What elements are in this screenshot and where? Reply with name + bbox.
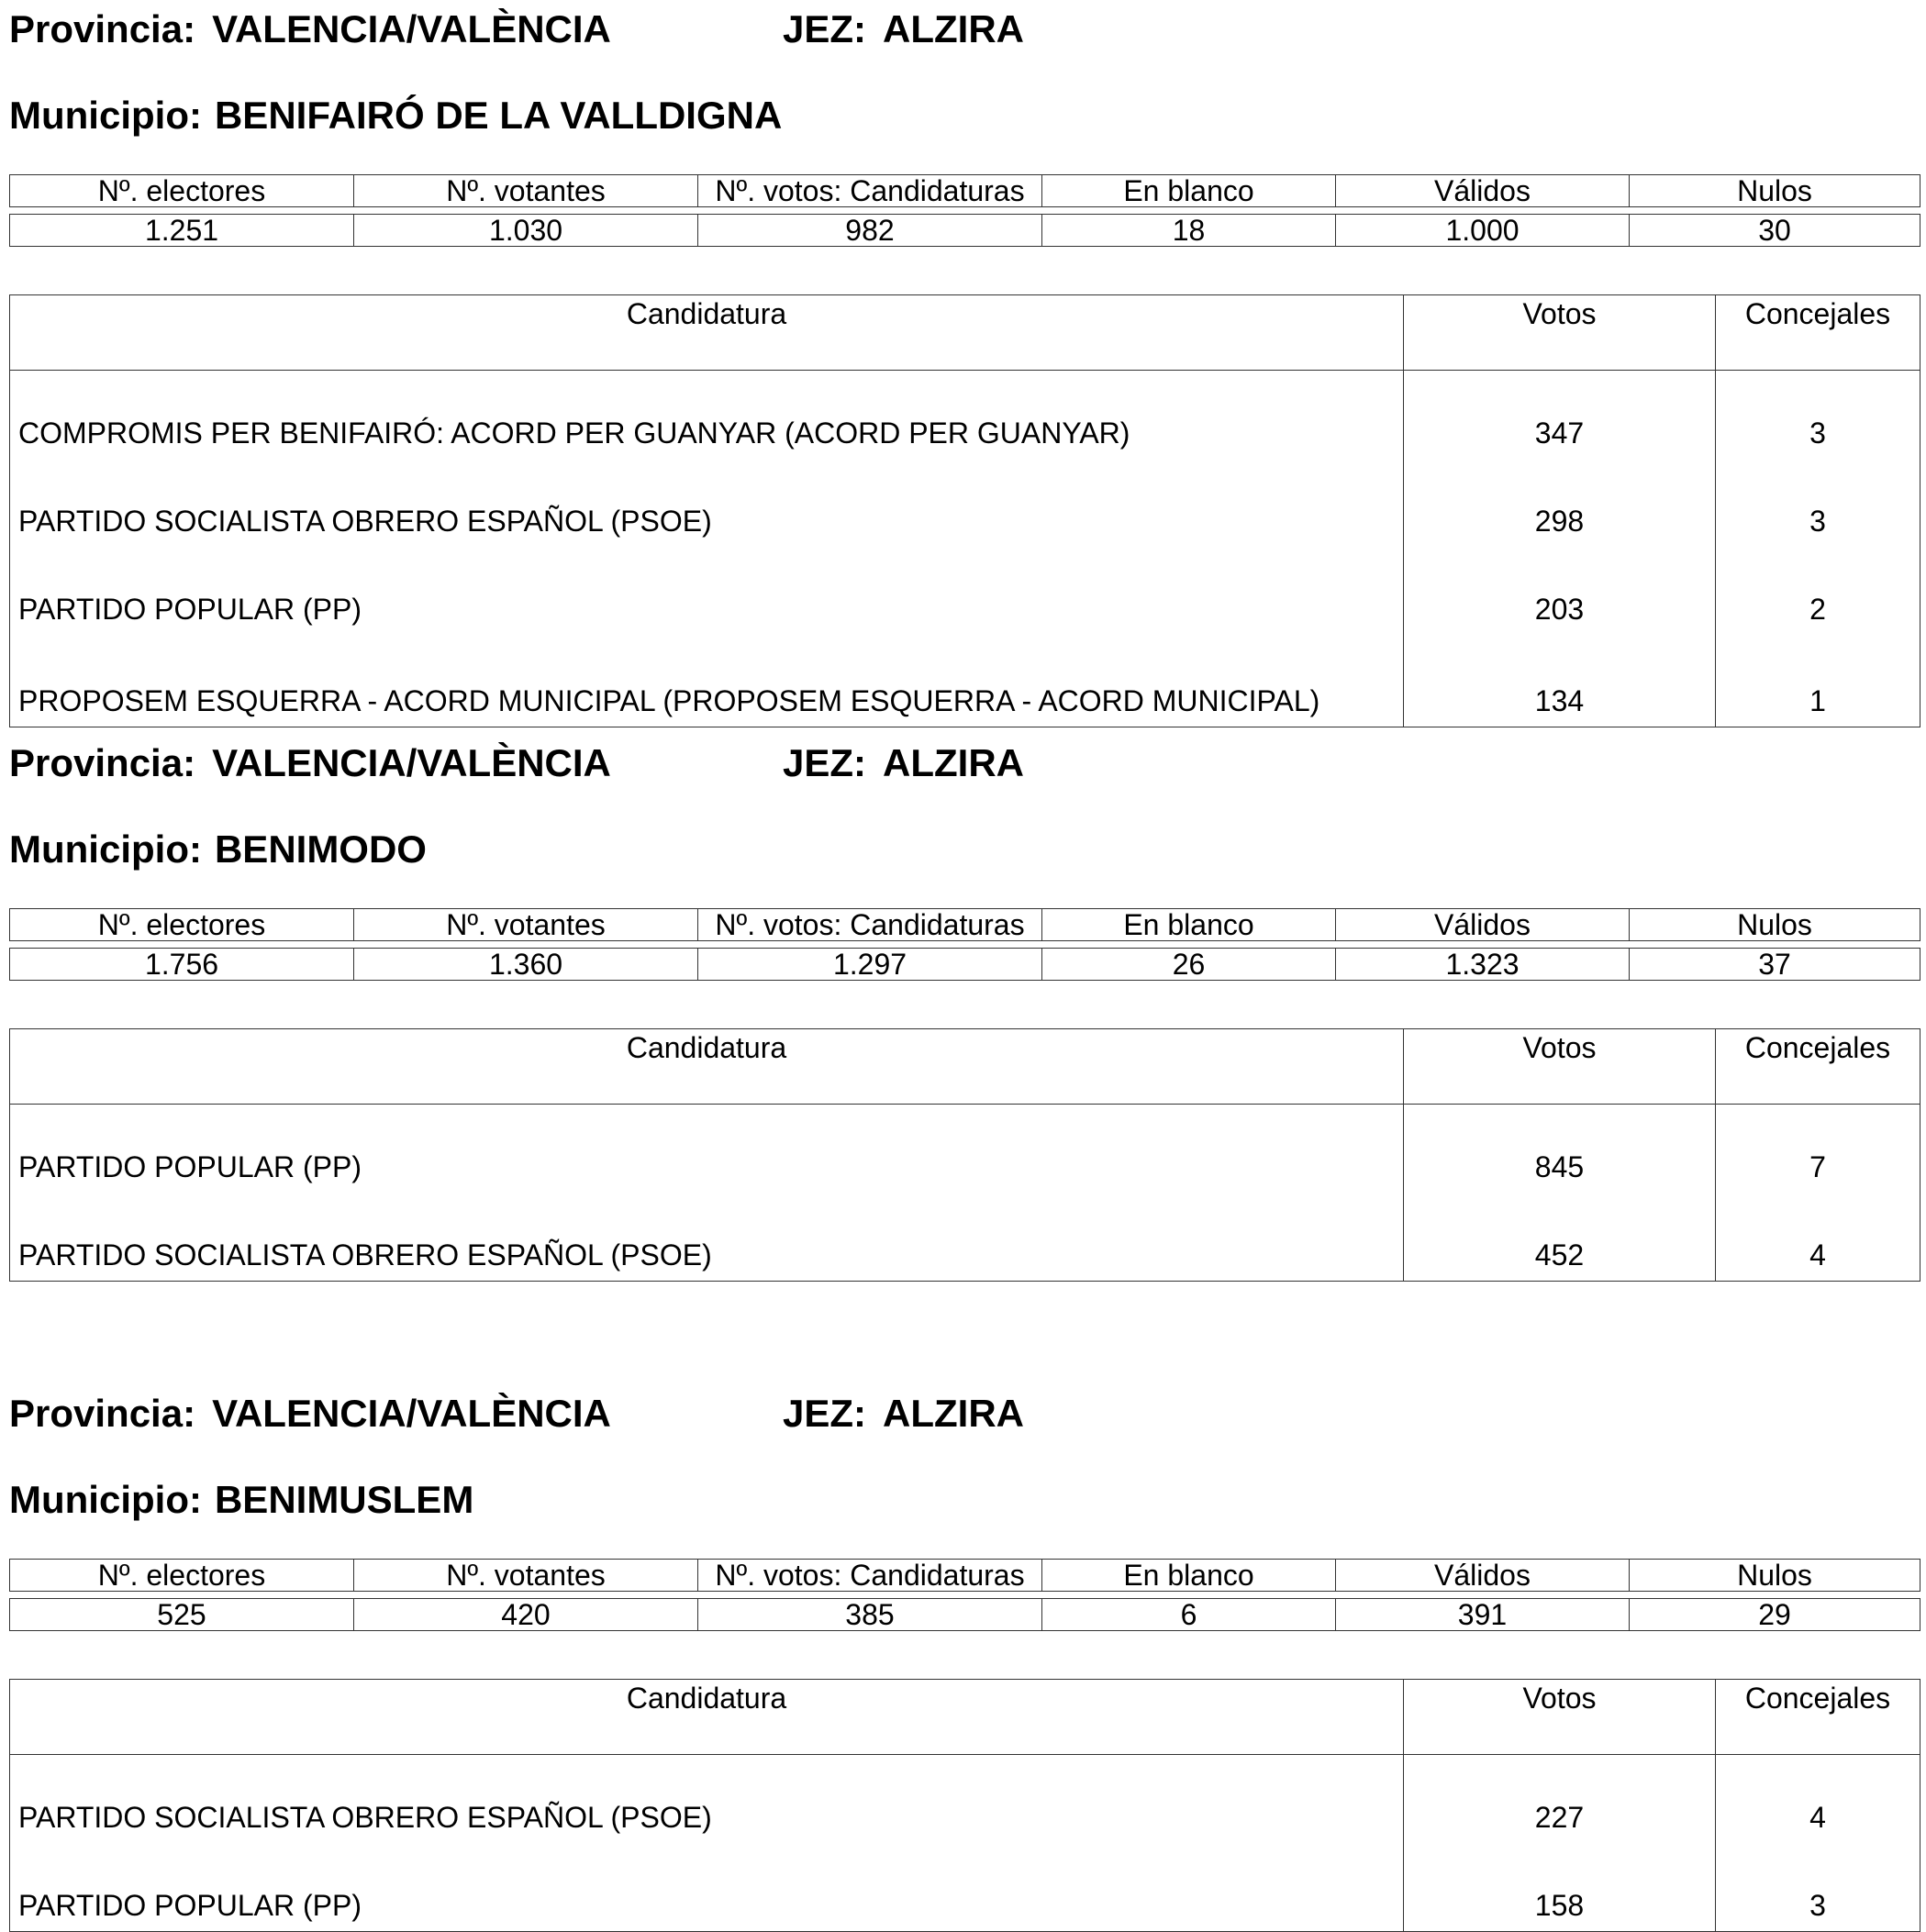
en-blanco-header: En blanco — [1042, 909, 1336, 941]
municipio-value: BENIFAIRÓ DE LA VALLDIGNA — [214, 94, 783, 137]
electores-value: 525 — [10, 1599, 354, 1631]
municipio-header — [9, 827, 427, 872]
candidatura-concejales: 7 — [1716, 1105, 1920, 1194]
table-row — [10, 371, 1920, 460]
provincia-header — [9, 741, 1024, 785]
votos-candidaturas-value: 385 — [698, 1599, 1042, 1631]
candidatura-header: Candidatura — [10, 1029, 1404, 1105]
summary-table — [9, 908, 1920, 981]
candidatura-concejales: 3 — [1716, 1843, 1920, 1932]
validos-header: Válidos — [1336, 175, 1630, 207]
candidatura-name: PARTIDO SOCIALISTA OBRERO ESPAÑOL (PSOE) — [18, 505, 712, 538]
table-row — [10, 1843, 1920, 1932]
summary-header-row — [10, 909, 1920, 941]
summary-values-row — [10, 215, 1920, 247]
candidatura-votos: 298 — [1404, 459, 1716, 547]
jez-label: JEZ: — [783, 7, 867, 50]
table-row — [10, 547, 1920, 635]
nulos-header: Nulos — [1630, 909, 1920, 941]
votos-candidaturas-value: 1.297 — [698, 949, 1042, 981]
candidaturas-table — [9, 1679, 1920, 1932]
candidatura-name: PROPOSEM ESQUERRA - ACORD MUNICIPAL (PROPOSEM ESQUERRA - ACORD MUNICIPAL) — [18, 684, 1320, 717]
candidatura-name: PARTIDO POPULAR (PP) — [18, 1889, 362, 1922]
concejales-header: Concejales — [1716, 1680, 1920, 1755]
votos-candidaturas-value: 982 — [698, 215, 1042, 247]
validos-header: Válidos — [1336, 909, 1630, 941]
jez-label: JEZ: — [783, 741, 867, 784]
electores-value: 1.251 — [10, 215, 354, 247]
candidatura-concejales: 2 — [1716, 547, 1920, 635]
candidatura-votos: 452 — [1404, 1193, 1716, 1282]
table-row — [10, 459, 1920, 547]
provincia-value: VALENCIA/VALÈNCIA — [212, 1392, 611, 1435]
candidatura-concejales: 1 — [1716, 635, 1920, 727]
candidatura-name: PARTIDO POPULAR (PP) — [18, 1150, 362, 1183]
summary-values-row — [10, 1599, 1920, 1631]
jez-value: ALZIRA — [883, 741, 1024, 784]
candidaturas-table — [9, 294, 1920, 727]
provincia-label: Provincia: — [9, 7, 196, 50]
candidaturas-header-row — [10, 1029, 1920, 1105]
provincia-label: Provincia: — [9, 1392, 196, 1435]
votantes-header: Nº. votantes — [354, 175, 698, 207]
concejales-header: Concejales — [1716, 1029, 1920, 1105]
municipio-label: Municipio: — [9, 1478, 202, 1521]
nulos-header: Nulos — [1630, 1560, 1920, 1592]
votos-header: Votos — [1404, 1680, 1716, 1755]
municipio-value: BENIMUSLEM — [214, 1478, 474, 1521]
table-row — [10, 635, 1920, 727]
nulos-value: 29 — [1630, 1599, 1920, 1631]
validos-value: 391 — [1336, 1599, 1630, 1631]
electores-header: Nº. electores — [10, 909, 354, 941]
provincia-header — [9, 1392, 1024, 1436]
jez-value: ALZIRA — [883, 7, 1024, 50]
votos-candidaturas-header: Nº. votos: Candidaturas — [698, 175, 1042, 207]
candidatura-votos: 227 — [1404, 1755, 1716, 1844]
candidatura-votos: 347 — [1404, 371, 1716, 460]
table-row — [10, 1193, 1920, 1282]
candidatura-votos: 845 — [1404, 1105, 1716, 1194]
candidatura-name: PARTIDO SOCIALISTA OBRERO ESPAÑOL (PSOE) — [18, 1238, 712, 1271]
votos-header: Votos — [1404, 295, 1716, 371]
candidaturas-table — [9, 1028, 1920, 1282]
electores-header: Nº. electores — [10, 1560, 354, 1592]
en-blanco-value: 18 — [1042, 215, 1336, 247]
candidaturas-header-row — [10, 1680, 1920, 1755]
candidatura-name: PARTIDO POPULAR (PP) — [18, 593, 362, 626]
candidatura-header: Candidatura — [10, 1680, 1404, 1755]
candidatura-votos: 158 — [1404, 1843, 1716, 1932]
summary-values-row — [10, 949, 1920, 981]
table-row — [10, 1755, 1920, 1844]
provincia-label: Provincia: — [9, 741, 196, 784]
provincia-header — [9, 7, 1024, 51]
candidatura-concejales: 3 — [1716, 371, 1920, 460]
electores-header: Nº. electores — [10, 175, 354, 207]
votantes-header: Nº. votantes — [354, 1560, 698, 1592]
candidatura-name: COMPROMIS PER BENIFAIRÓ: ACORD PER GUANYAR (ACORD PER GUANYAR) — [18, 416, 1130, 450]
votantes-value: 420 — [354, 1599, 698, 1631]
summary-header-row — [10, 175, 1920, 207]
candidatura-votos: 203 — [1404, 547, 1716, 635]
nulos-value: 37 — [1630, 949, 1920, 981]
municipio-header — [9, 1478, 473, 1522]
votos-candidaturas-header: Nº. votos: Candidaturas — [698, 1560, 1042, 1592]
summary-table — [9, 1559, 1920, 1631]
candidaturas-header-row — [10, 295, 1920, 371]
municipio-value: BENIMODO — [214, 827, 427, 871]
en-blanco-header: En blanco — [1042, 1560, 1336, 1592]
nulos-header: Nulos — [1630, 175, 1920, 207]
electores-value: 1.756 — [10, 949, 354, 981]
candidatura-concejales: 3 — [1716, 459, 1920, 547]
nulos-value: 30 — [1630, 215, 1920, 247]
jez-value: ALZIRA — [883, 1392, 1024, 1435]
candidatura-concejales: 4 — [1716, 1755, 1920, 1844]
provincia-value: VALENCIA/VALÈNCIA — [212, 7, 611, 50]
candidatura-header: Candidatura — [10, 295, 1404, 371]
en-blanco-value: 6 — [1042, 1599, 1336, 1631]
summary-header-row — [10, 1560, 1920, 1592]
provincia-value: VALENCIA/VALÈNCIA — [212, 741, 611, 784]
municipio-label: Municipio: — [9, 94, 202, 137]
candidatura-votos: 134 — [1404, 635, 1716, 727]
table-row — [10, 1105, 1920, 1194]
en-blanco-header: En blanco — [1042, 175, 1336, 207]
validos-value: 1.000 — [1336, 215, 1630, 247]
validos-header: Válidos — [1336, 1560, 1630, 1592]
summary-table — [9, 174, 1920, 247]
jez-label: JEZ: — [783, 1392, 867, 1435]
concejales-header: Concejales — [1716, 295, 1920, 371]
en-blanco-value: 26 — [1042, 949, 1336, 981]
municipio-label: Municipio: — [9, 827, 202, 871]
votantes-value: 1.030 — [354, 215, 698, 247]
candidatura-name: PARTIDO SOCIALISTA OBRERO ESPAÑOL (PSOE) — [18, 1801, 712, 1834]
votos-candidaturas-header: Nº. votos: Candidaturas — [698, 909, 1042, 941]
votantes-header: Nº. votantes — [354, 909, 698, 941]
votos-header: Votos — [1404, 1029, 1716, 1105]
validos-value: 1.323 — [1336, 949, 1630, 981]
candidatura-concejales: 4 — [1716, 1193, 1920, 1282]
municipio-header — [9, 94, 782, 138]
votantes-value: 1.360 — [354, 949, 698, 981]
